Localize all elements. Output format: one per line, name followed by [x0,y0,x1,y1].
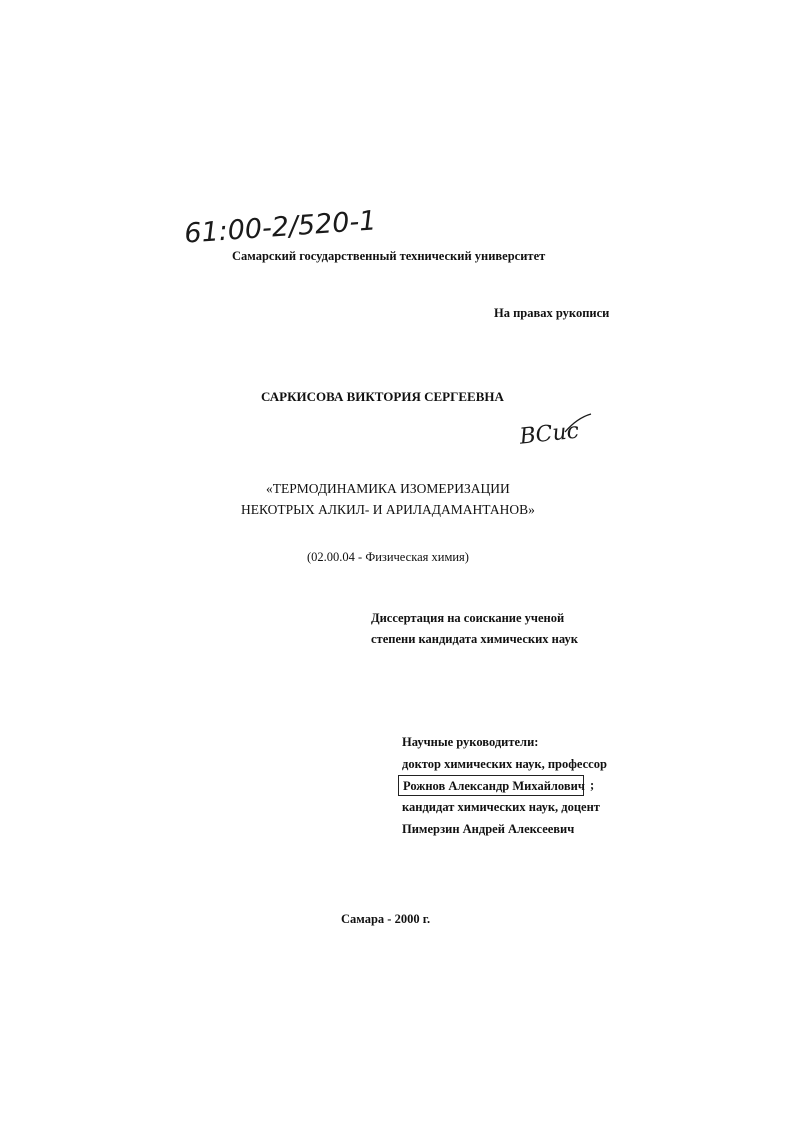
city-year: Самара - 2000 г. [341,912,431,926]
thesis-title-line-1: «ТЕРМОДИНАМИКА ИЗОМЕРИЗАЦИИ [266,481,510,496]
degree-line-1: Диссертация на соискание ученой [371,611,565,625]
author-signature [515,408,595,450]
supervisor-2-name: Пимерзин Андрей Алексеевич [402,822,575,836]
university-name: Самарский государственный технический университет [232,249,546,263]
manuscript-rights-label: На правах рукописи [494,306,610,320]
specialty-code: (02.00.04 - Физическая химия) [307,550,469,564]
signature-text: ВСис [518,418,581,450]
supervisors-heading: Научные руководители: [402,735,539,749]
archive-code-text: 61:00-2/520-1 [183,205,378,250]
author-name: САРКИСОВА ВИКТОРИЯ СЕРГЕЕВНА [261,389,504,404]
thesis-title-line-2: НЕКОТРЫХ АЛКИЛ- И АРИЛАДАМАНТАНОВ» [241,502,535,517]
supervisor-1-title: доктор химических наук, профессор [402,757,607,771]
supervisor-1-name: Рожнов Александр Михайлович [403,779,585,793]
supervisor-separator: ; [590,778,595,792]
handwritten-archive-code [180,200,380,250]
supervisor-2-title: кандидат химических наук, доцент [402,800,600,814]
degree-line-2: степени кандидата химических наук [371,632,578,646]
